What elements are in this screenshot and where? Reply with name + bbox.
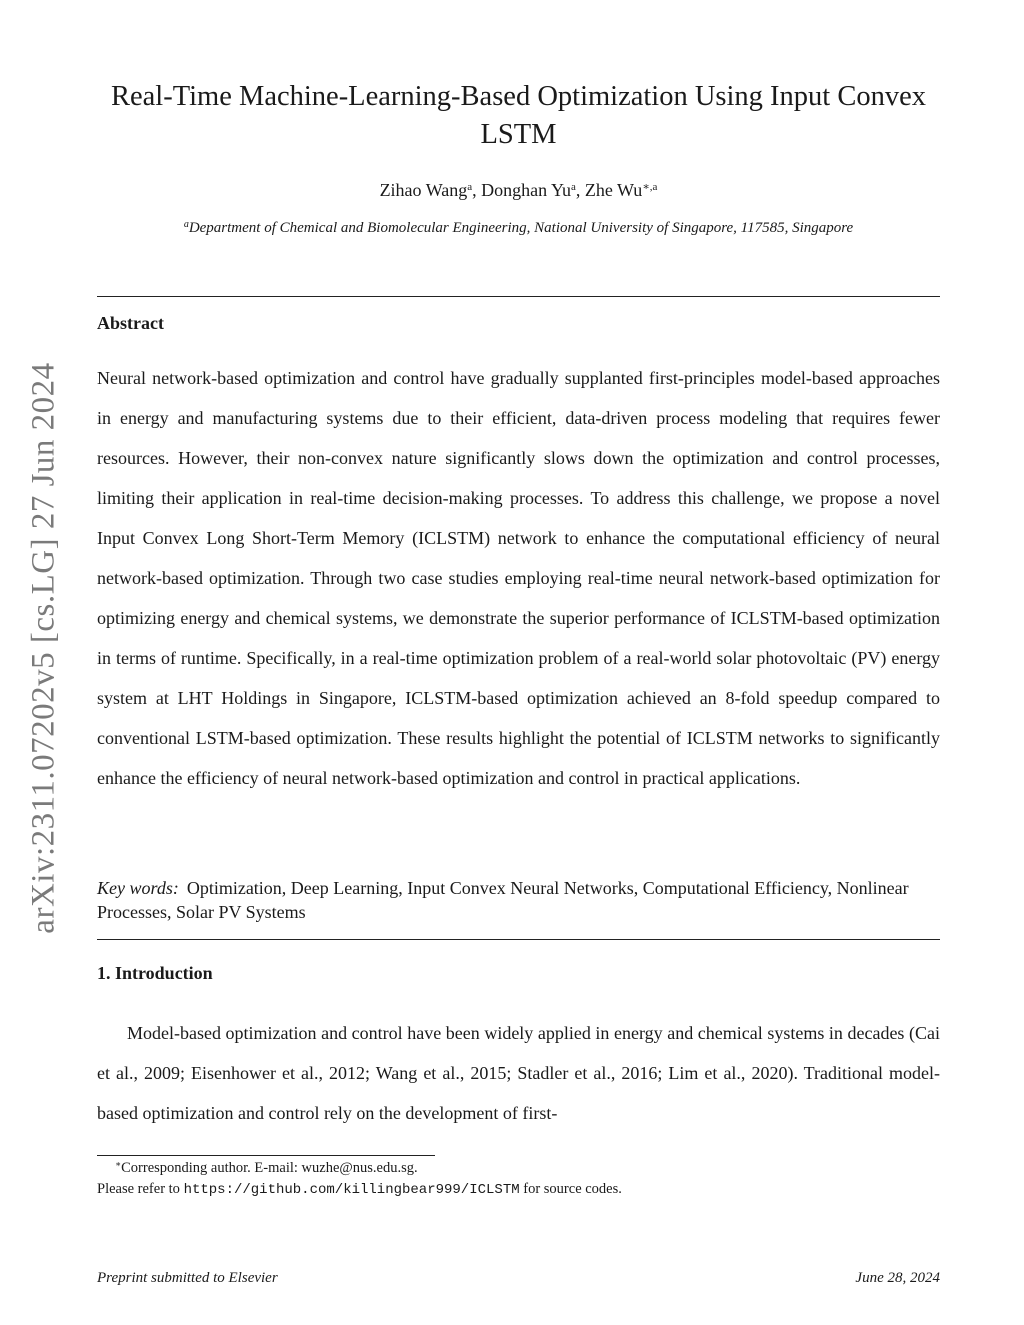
keywords <box>97 876 940 924</box>
footnote-mark: ∗ <box>115 1159 122 1169</box>
affiliation <box>97 218 940 238</box>
top-divider <box>97 296 940 297</box>
author-name: Zhe Wu <box>584 180 643 200</box>
footer-date: June 28, 2024 <box>855 1270 940 1286</box>
keywords-text: Optimization, Deep Learning, Input Convex Neural Networks, Computational Efficiency, Nonlinear Processes, Solar PV Systems <box>97 878 909 922</box>
introduction-text: Model-based optimization and control have been widely applied in energy and chemical systems in decades (Cai et al., 2009; Eisenhower et al., 2012; Wang et al., 2015; Stadler et al., 2016; Lim et al., 2020). Traditional model-based optimization and control rely on the development of first- <box>97 1023 940 1123</box>
author-list <box>97 178 940 202</box>
paper-title: Real-Time Machine-Learning-Based Optimization Using Input Convex LSTM <box>111 81 926 150</box>
arxiv-identifier-stamp: arXiv:2311.07202v5 [cs.LG] 27 Jun 2024 <box>25 362 62 934</box>
author-affiliation-mark: a <box>467 181 473 193</box>
author-affiliation-mark: a <box>570 181 576 193</box>
author-separator: , <box>472 180 482 200</box>
footnote-corresponding-text: Corresponding author. E-mail: wuzhe@nus.edu.sg. <box>121 1160 418 1176</box>
abstract-heading: Abstract <box>97 313 164 333</box>
footnote-source-prefix: Please refer to <box>97 1181 184 1197</box>
keywords-label: Key words: <box>97 878 179 898</box>
footer-preprint-note: Preprint submitted to Elsevier <box>97 1270 278 1286</box>
footnote-source-code <box>97 1179 940 1200</box>
source-code-link[interactable]: https://github.com/killingbear999/ICLSTM <box>183 1182 520 1198</box>
affiliation-text: Department of Chemical and Biomolecular Engineering, National University of Singapore, 117585, Singapore <box>188 220 854 236</box>
affiliation-mark: a <box>183 219 189 230</box>
author-name: Zihao Wang <box>379 180 468 200</box>
author-affiliation-mark: ∗,a <box>642 181 658 193</box>
footnote-corresponding-author <box>97 1158 940 1178</box>
abstract-text: Neural network-based optimization and control have gradually supplanted first-principles model-based approaches in energy and manufacturing systems due to their efficient, data-driven process modeling that requires fewer resources. However, their non-convex nature significantly slows down the optimization and control processes, limiting their application in real-time decision-making processes. To address this challenge, we propose a novel Input Convex Long Short-Term Memory (ICLSTM) network to enhance the computational efficiency of neural network-based optimization. Through two case studies employing real-time neural network-based optimization for optimizing energy and chemical systems, we demonstrate the superior performance of ICLSTM-based optimization in terms of runtime. Specifically, in a real-time optimization problem of a real-world solar photovoltaic (PV) energy system at LHT Holdings in Singapore, ICLSTM-based optimization achieved an 8-fold speedup compared to conventional LSTM-based optimization. These results highlight the potential of ICLSTM networks to significantly enhance the efficiency of neural network-based optimization and control in practical applications. <box>97 368 940 788</box>
author-separator: , <box>575 180 585 200</box>
abstract-bottom-divider <box>97 939 940 940</box>
footnote-source-suffix: for source codes. <box>519 1181 622 1197</box>
author-name: Donghan Yu <box>481 180 571 200</box>
section-heading-introduction: 1. Introduction <box>97 963 213 983</box>
footnote-divider <box>97 1155 435 1156</box>
